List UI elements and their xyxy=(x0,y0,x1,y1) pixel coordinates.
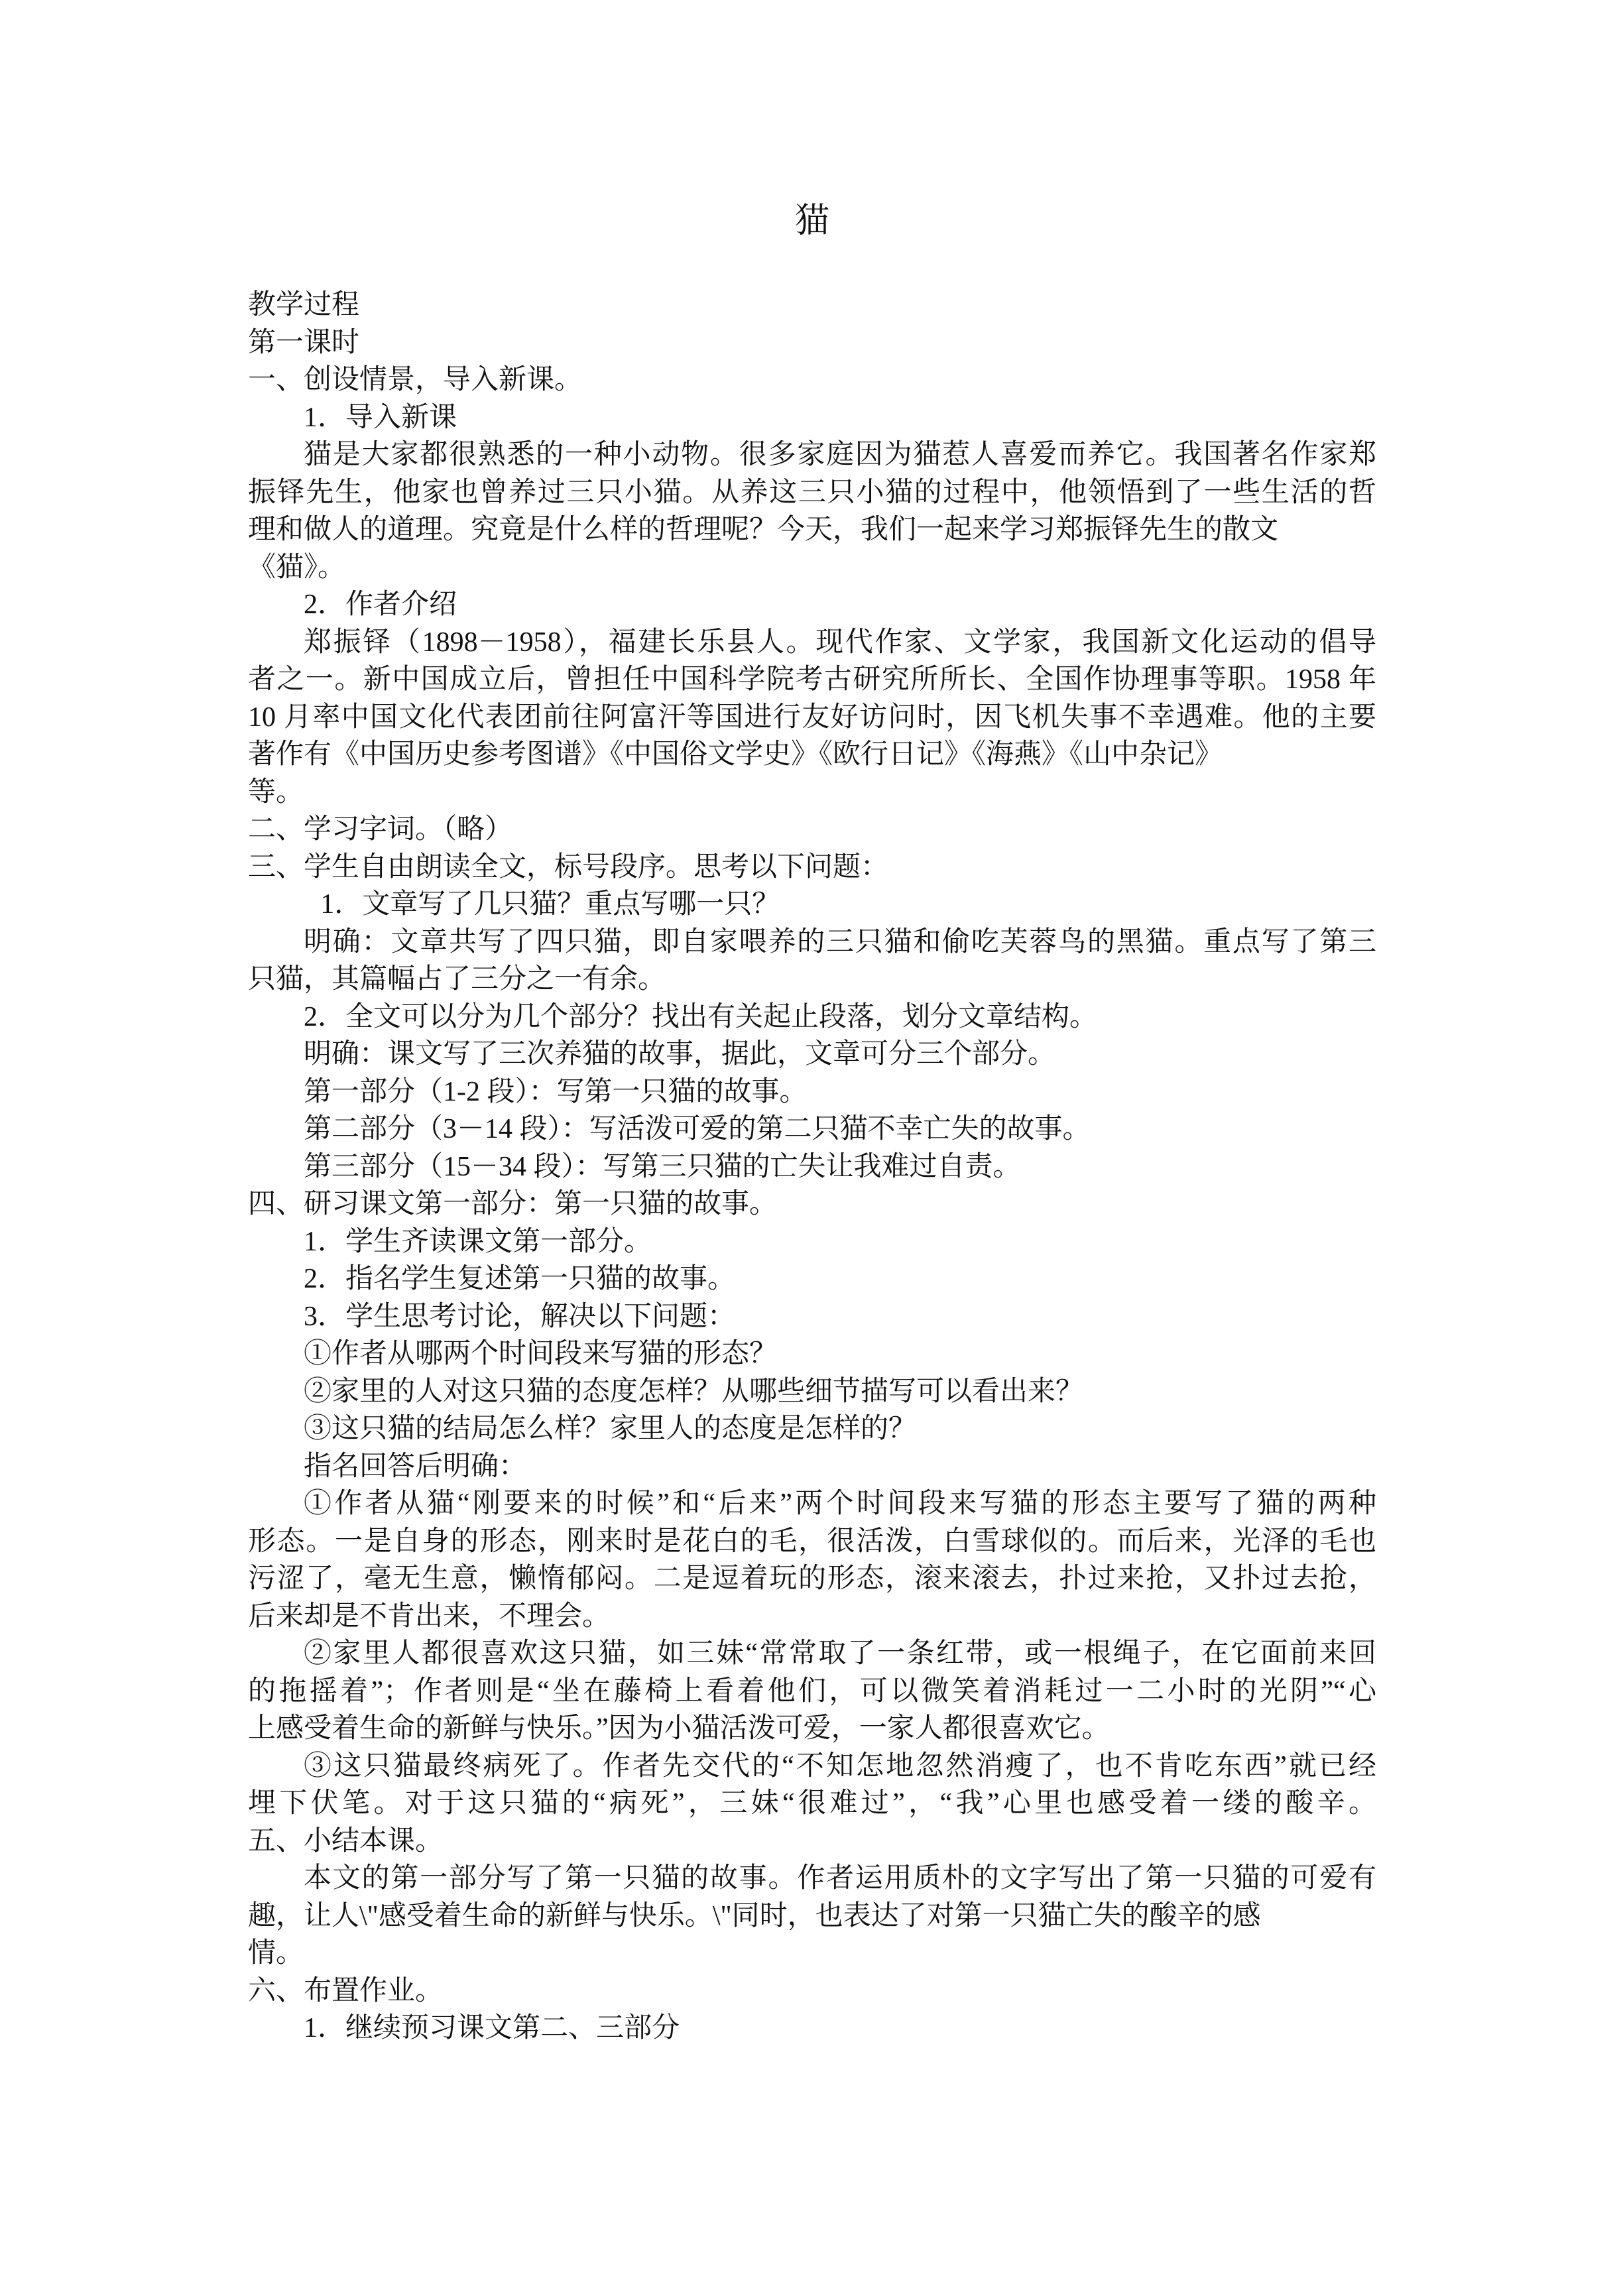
section-heading: 四、研习课文第一部分：第一只猫的故事。 xyxy=(248,1189,778,1219)
section-heading: 教学过程 xyxy=(248,290,360,320)
paragraph-line: 情。 xyxy=(248,1938,304,1968)
paragraph-line: 本文的第一部分写了第一只猫的故事。作者运用质朴的文字写出了第一只猫的可爱有 xyxy=(304,1863,1376,1894)
paragraph-line: 猫是大家都很熟悉的一种小动物。很多家庭因为猫惹人喜爱而养它。我国著名作家郑 xyxy=(304,440,1376,470)
section-heading: 六、布置作业。 xyxy=(248,1975,444,2006)
list-item: ①作者从哪两个时间段来写猫的形态？ xyxy=(304,1339,778,1369)
list-item: 1．文章写了几只猫？重点写哪一只？ xyxy=(320,889,780,920)
document-body xyxy=(248,286,1376,2047)
list-item: 1．学生齐读课文第一部分。 xyxy=(304,1226,652,1257)
paragraph-line: 《猫》。 xyxy=(248,552,346,583)
paragraph-line: 污涩了，毫无生意，懒惰郁闷。二是逗着玩的形态，滚来滚去，扑过来抢，又扑过去抢， xyxy=(248,1563,1376,1594)
paragraph-line: ①作者从猫“刚要来的时候”和“后来”两个时间段来写猫的形态主要写了猫的两种 xyxy=(304,1488,1376,1519)
paragraph-line: 第二部分（3－14 段）：写活泼可爱的第二只猫不幸亡失的故事。 xyxy=(304,1114,1091,1144)
list-item: 2．全文可以分为几个部分？找出有关起止段落，划分文章结构。 xyxy=(304,1001,1098,1032)
section-heading: 二、学习字词。（略） xyxy=(248,814,513,845)
list-item: ②家里的人对这只猫的态度怎样？从哪些细节描写可以看出来？ xyxy=(304,1376,1084,1407)
paragraph-line: 指名回答后明确： xyxy=(304,1451,527,1482)
paragraph-line: 第三部分（15－34 段）：写第三只猫的亡失让我难过自责。 xyxy=(304,1151,1021,1182)
paragraph-line: ③这只猫最终病死了。作者先交代的“不知怎地忽然消瘦了，也不肯吃东西”就已经 xyxy=(304,1750,1376,1782)
list-item: ③这只猫的结局怎么样？家里人的态度是怎样的？ xyxy=(304,1414,917,1444)
paragraph-line: 的拖摇着”；作者则是“坐在藤椅上看着他们，可以微笑着消耗过一二小时的光阴”“心 xyxy=(248,1675,1376,1707)
section-heading: 一、创设情景，导入新课。 xyxy=(248,365,583,395)
list-item: 1．导入新课 xyxy=(304,402,457,433)
paragraph-line: 埋下伏笔。对于这只猫的“病死”，三妹“很难过”，“我”心里也感受着一缕的酸辛。 xyxy=(248,1788,1376,1819)
paragraph-line: 振铎先生，他家也曾养过三只小猫。从养这三只小猫的过程中，他领悟到了一些生活的哲 xyxy=(248,477,1376,508)
lesson-heading: 第一课时 xyxy=(248,327,360,358)
paragraph-line: 后来却是不肯出来，不理会。 xyxy=(248,1601,611,1632)
paragraph-line: 著作有《中国历史参考图谱》《中国俗文学史》《欧行日记》《海燕》《山中杂记》 xyxy=(248,739,1223,770)
paragraph-line: 趣，让人\"感受着生命的新鲜与快乐。\"同时，也表达了对第一只猫亡失的酸辛的感 xyxy=(248,1900,1261,1931)
section-heading: 三、学生自由朗读全文，标号段序。思考以下问题： xyxy=(248,851,889,882)
paragraph-line: 理和做人的道理。究竟是什么样的哲理呢？今天，我们一起来学习郑振铎先生的散文 xyxy=(248,514,1279,545)
list-item: 2．作者介绍 xyxy=(304,589,457,620)
paragraph-line: 明确：文章共写了四只猫，即自家喂养的三只猫和偷吃芙蓉鸟的黑猫。重点写了第三 xyxy=(304,926,1376,957)
paragraph-line: 等。 xyxy=(248,776,304,808)
paragraph-line: 10 月率中国文化代表团前往阿富汗等国进行友好访问时，因飞机失事不幸遇难。他的主要 xyxy=(248,701,1376,733)
paragraph-line: 只猫，其篇幅占了三分之一有余。 xyxy=(248,964,666,995)
paragraph-line: 上感受着生命的新鲜与快乐。”因为小猫活泼可爱，一家人都很喜欢它。 xyxy=(248,1713,1110,1744)
paragraph-line: 第一部分（1-2 段）：写第一只猫的故事。 xyxy=(304,1076,808,1107)
paragraph-line: ②家里人都很喜欢这只猫，如三妹“常常取了一条红带，或一根绳子，在它面前来回 xyxy=(304,1638,1376,1669)
section-heading: 五、小结本课。 xyxy=(248,1825,444,1856)
paragraph-line: 者之一。新中国成立后，曾担任中国科学院考古研究所所长、全国作协理事等职。1958 年 xyxy=(248,664,1376,695)
paragraph-line: 明确：课文写了三次养猫的故事，据此，文章可分三个部分。 xyxy=(304,1039,1056,1069)
paragraph-line: 郑振铎（1898－1958），福建长乐县人。现代作家、文学家，我国新文化运动的倡导 xyxy=(304,627,1376,658)
list-item: 3．学生思考讨论，解决以下问题： xyxy=(304,1301,736,1332)
page-title: 猫 xyxy=(794,202,829,240)
paragraph-line: 形态。一是自身的形态，刚来时是花白的毛，很活泼，白雪球似的。而后来，光泽的毛也 xyxy=(248,1526,1376,1557)
list-item: 2．指名学生复述第一只猫的故事。 xyxy=(304,1264,736,1294)
list-item: 1．继续预习课文第二、三部分 xyxy=(304,2013,680,2043)
